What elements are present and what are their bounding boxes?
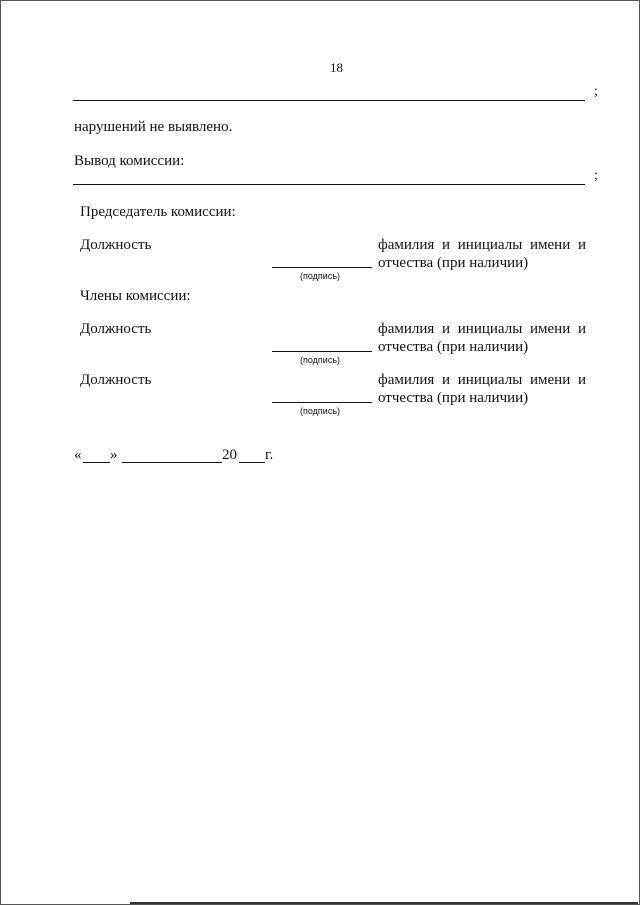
name-field-chairman bbox=[378, 236, 586, 272]
name-word: и bbox=[577, 321, 586, 337]
date-open-quote: « bbox=[74, 447, 82, 463]
name-word: фамилия bbox=[378, 237, 435, 253]
date-century: 20 bbox=[222, 447, 237, 463]
date-month-line bbox=[122, 462, 222, 463]
name-field-member-2 bbox=[378, 371, 586, 407]
name-word: и bbox=[442, 372, 451, 388]
name-line-2: отчества (при наличии) bbox=[378, 339, 529, 355]
name-word: инициалы bbox=[457, 237, 523, 253]
name-word: и bbox=[442, 237, 451, 253]
name-word: фамилия bbox=[378, 372, 435, 388]
name-line-2: отчества (при наличии) bbox=[378, 255, 529, 271]
name-word: и bbox=[577, 372, 586, 388]
position-label-member-1: Должность bbox=[80, 321, 152, 337]
name-word: имени bbox=[530, 372, 571, 388]
name-word: имени bbox=[530, 321, 571, 337]
fill-in-line-2 bbox=[73, 184, 585, 185]
signature-line-member-1 bbox=[272, 351, 372, 352]
chairman-heading: Председатель комиссии: bbox=[80, 204, 236, 220]
name-word: и bbox=[442, 321, 451, 337]
line-1-semicolon: ; bbox=[594, 84, 598, 99]
date-close-quote: » bbox=[110, 447, 118, 463]
conclusion-label: Вывод комиссии: bbox=[74, 153, 185, 169]
line-2-semicolon: ; bbox=[594, 168, 598, 183]
signature-line-chairman bbox=[272, 267, 372, 268]
signature-line-member-2 bbox=[272, 402, 372, 403]
signature-hint-chairman: (подпись) bbox=[300, 271, 341, 281]
name-word: и bbox=[577, 237, 586, 253]
no-violations-text: нарушений не выявлено. bbox=[74, 119, 233, 135]
members-heading: Члены комиссии: bbox=[80, 288, 191, 304]
fill-in-line-1 bbox=[73, 100, 585, 101]
page-number: 18 bbox=[330, 60, 343, 75]
name-word: инициалы bbox=[457, 372, 523, 388]
name-word: фамилия bbox=[378, 321, 435, 337]
name-line-2: отчества (при наличии) bbox=[378, 390, 529, 406]
date-day-line bbox=[83, 462, 110, 463]
position-label-chairman: Должность bbox=[80, 237, 152, 253]
name-word: инициалы bbox=[457, 321, 523, 337]
name-word: имени bbox=[530, 237, 571, 253]
date-year-suffix: г. bbox=[265, 447, 274, 463]
signature-hint-member-1: (подпись) bbox=[300, 355, 341, 365]
page-edge bbox=[130, 902, 638, 904]
position-label-member-2: Должность bbox=[80, 372, 152, 388]
date-year-line bbox=[239, 462, 265, 463]
name-field-member-1 bbox=[378, 320, 586, 356]
signature-hint-member-2: (подпись) bbox=[300, 406, 341, 416]
